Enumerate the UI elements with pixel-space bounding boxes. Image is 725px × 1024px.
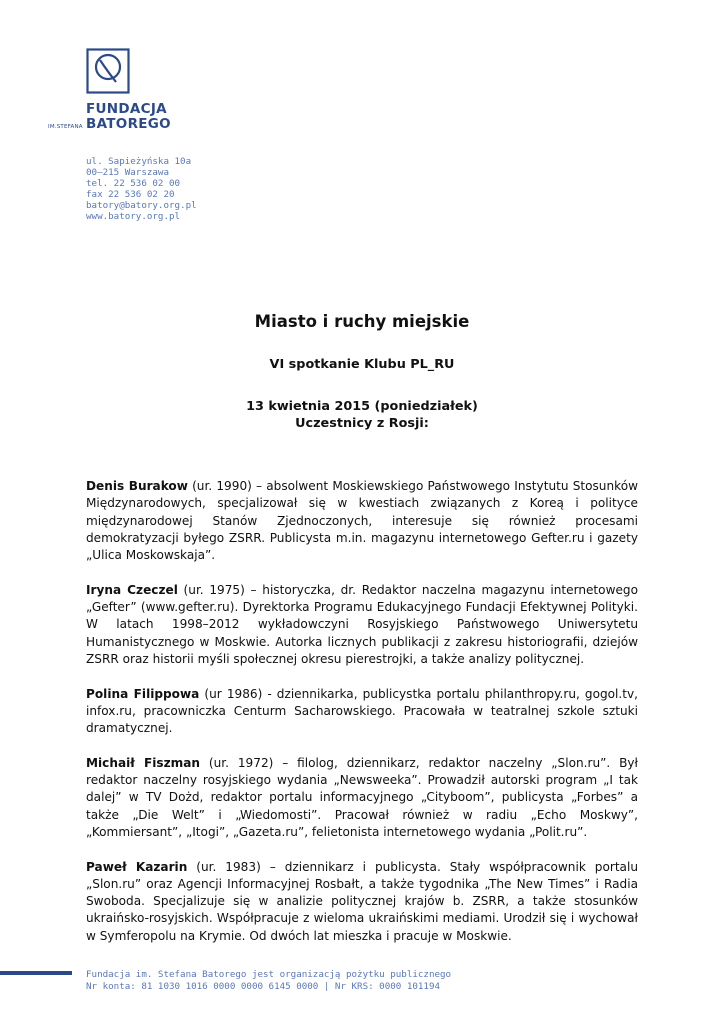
participant-name: Polina Filippowa: [86, 686, 200, 701]
batory-logo-icon: [86, 48, 130, 94]
participants-list: [86, 478, 638, 962]
document-title: Miasto i ruchy miejskie: [254, 312, 470, 331]
foundation-logo: [48, 48, 171, 134]
participant-bio: (ur. 1983) – dziennikarz i publicysta. Stały współpracownik portalu „Slon.ru” oraz Agencji Informacyjnej Rosbałt, a także tygodnika „The New Times” i Radia Swoboda. Specjalizuje się w analizie politycznej krajów b. ZSRR, a także stosunków ukraińsko-rosyjskich. Współpracuje z wieloma ukraińskimi mediami. Urodził się i wychował w Symferopolu na Krymie. Od dwóch lat mieszka i pracuje w Moskwie.: [86, 859, 638, 943]
event-date-block: [86, 398, 638, 432]
participant-entry: [86, 686, 638, 738]
participant-name: Paweł Kazarin: [86, 859, 188, 874]
footer-account-info: Nr konta: 81 1030 1016 0000 0000 6145 0000 | Nr KRS: 0000 101194: [86, 980, 441, 992]
event-date: 13 kwietnia 2015 (poniedziałek): [246, 399, 478, 414]
logo-batorego: BATOREGO: [86, 116, 171, 132]
participants-heading: Uczestnicy z Rosji:: [295, 416, 429, 431]
logo-im-stefana: IM.STEFANA: [48, 124, 83, 130]
address-website: www.batory.org.pl: [86, 211, 181, 222]
participant-name: Denis Burakow: [86, 479, 188, 493]
address-fax: fax 22 536 02 20: [86, 189, 175, 200]
participant-bio: (ur. 1975) – historyczka, dr. Redaktor naczelna magazynu internetowego „Gefter” (www.gefter.ru). Dyrektorka Programu Edukacyjnego Fundacji Efektywnej Polityki. W latach 1998–2012 wykładowczyni Rosyjskiego Państwowego Uniwersytetu Humanistycznego w Moskwie. Autorka licznych publikacji z zakresu historiografii, dziejów ZSRR oraz historii myśli społecznej okresu pierestrojki, a także analizy politycznej.: [86, 582, 638, 666]
participant-entry: [86, 478, 638, 564]
participant-name: Michaił Fiszman: [86, 755, 201, 770]
address-phone: tel. 22 536 02 00: [86, 178, 181, 189]
address-city: 00–215 Warszawa: [86, 167, 169, 178]
participant-entry: [86, 859, 638, 945]
logo-fundacja: FUNDACJA: [86, 101, 167, 117]
participant-bio: (ur. 1972) – filolog, dziennikarz, redaktor naczelny „Slon.ru”. Był redaktor naczelny rosyjskiego wydania „Newsweeka”. Prowadził autorski program „I tak dalej” w TV Dożd, redaktor portalu informacyjnego „Cityboom”, publicysta „Forbes” a także „Die Welt” i „Wiedomosti”. Pracował również w radiu „Echo Moskwy”, „Kommiersant”, „Itogi”, „Gazeta.ru”, felietonista internetowego wydania „Polit.ru”.: [86, 755, 638, 839]
address-block: [86, 156, 197, 222]
address-street: ul. Sapieżyńska 10a: [86, 156, 192, 167]
footer: [86, 969, 451, 992]
address-email: batory@batory.org.pl: [86, 200, 197, 211]
document-subtitle: VI spotkanie Klubu PL_RU: [269, 357, 455, 372]
participant-name: Iryna Czeczel: [86, 582, 178, 597]
footer-accent-bar: [0, 971, 72, 975]
participant-bio: (ur 1986) - dziennikarka, publicystka portalu philanthropy.ru, gogol.tv, infox.ru, pracowniczka Centurm Sacharowskiego. Pracowała w teatralnej szkole sztuki dramatycznej.: [86, 686, 638, 736]
participant-bio: (ur. 1990) – absolwent Moskiewskiego Państwowego Instytutu Stosunków Międzynarodowych, specjalizował się w kwestiach związanych z Koreą i polityce międzynarodowej Stanów Zjednoczonych, interesuje się również procesami demokratyzacji byłego ZSRR. Publicysta m.in. magazynu internetowego Gefter.ru i gazety „Ulica Moskowskaja”.: [86, 479, 639, 563]
footer-public-benefit: Fundacja im. Stefana Batorego jest organizacją pożytku publicznego: [86, 969, 452, 980]
participant-entry: [86, 582, 638, 668]
participant-entry: [86, 755, 638, 841]
